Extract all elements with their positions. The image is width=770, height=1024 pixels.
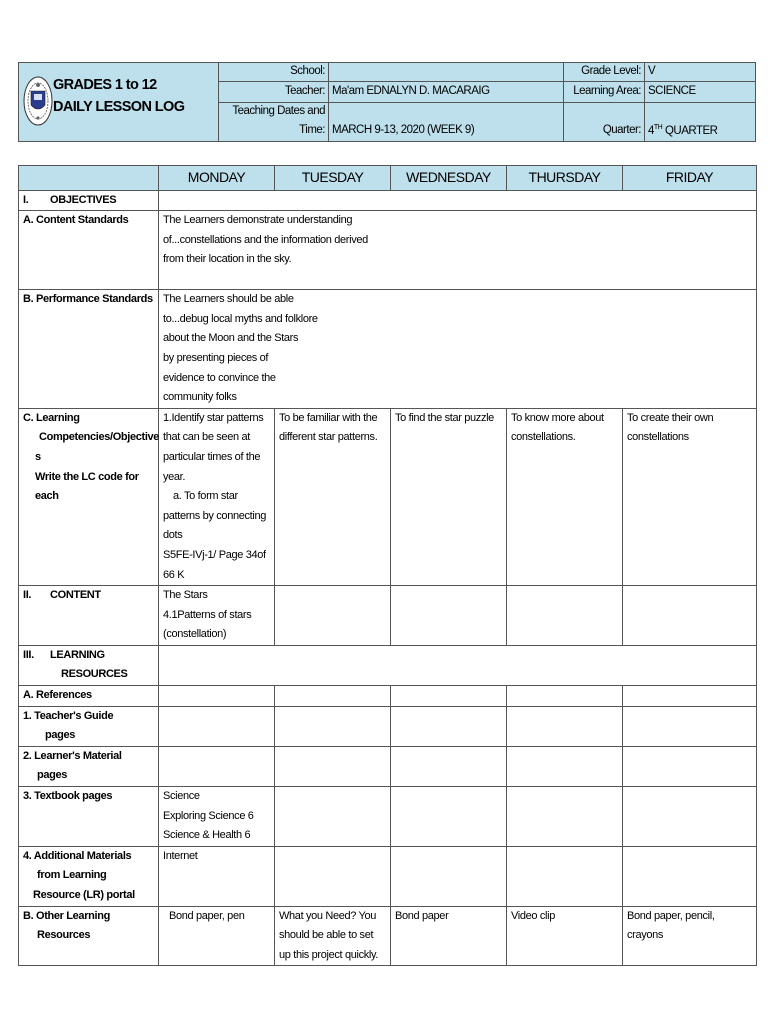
lesson-log-header <box>18 62 756 142</box>
learning-area-label: Learning Area: <box>573 85 641 97</box>
competencies-wednesday: To find the star puzzle <box>391 408 507 585</box>
competencies-thursday: To know more about constellations. <box>507 408 623 585</box>
dates-label-line2: Time: <box>299 124 325 136</box>
learning-area-value: SCIENCE <box>648 85 696 97</box>
other-resources-tuesday: What you Need? You should be able to set up this project quickly. <box>275 906 391 966</box>
table-row <box>19 645 757 685</box>
teacher-value: Ma'am EDNALYN D. MACARAIG <box>332 85 490 97</box>
other-resources-friday: Bond paper, pencil, crayons <box>623 906 757 966</box>
header-title-line1: GRADES 1 to 12 <box>53 77 157 93</box>
corner-cell <box>19 166 159 191</box>
table-row <box>19 906 757 966</box>
table-row <box>19 211 757 290</box>
table-row <box>19 190 757 211</box>
table-row <box>19 706 757 746</box>
days-header-row <box>19 166 757 191</box>
day-tuesday: TUESDAY <box>275 166 391 191</box>
content-monday: The Stars 4.1Patterns of stars (constellation) <box>159 586 275 646</box>
content-standards-label: A. Content Standards <box>19 211 159 290</box>
daily-lesson-log-table <box>18 165 757 966</box>
other-resources-monday: Bond paper, pen <box>159 906 275 966</box>
table-row <box>19 746 757 786</box>
learning-competencies-label: C. Learning Competencies/Objective s Write the LC code for each <box>19 408 159 585</box>
textbook-pages-label: 3. Textbook pages <box>19 787 159 847</box>
grade-level-label: Grade Level: <box>581 65 641 77</box>
textbook-monday: Science Exploring Science 6 Science & Health 6 <box>159 787 275 847</box>
teachers-guide-label: 1. Teacher's Guide pages <box>19 706 159 746</box>
references-label: A. References <box>19 686 159 707</box>
performance-standards-label: B. Performance Standards <box>19 290 159 409</box>
learning-resources-label: III. LEARNING RESOURCES <box>19 645 159 685</box>
table-row <box>19 787 757 847</box>
day-wednesday: WEDNESDAY <box>391 166 507 191</box>
objectives-heading: I. OBJECTIVES <box>19 190 159 211</box>
grade-level-value: V <box>648 65 656 77</box>
dates-value: MARCH 9-13, 2020 (WEEK 9) <box>332 124 475 136</box>
day-thursday: THURSDAY <box>507 166 623 191</box>
dates-label-line1: Teaching Dates and <box>232 105 325 117</box>
teacher-label: Teacher: <box>284 85 325 97</box>
header-title-line2: DAILY LESSON LOG <box>53 99 185 115</box>
content-label: II. CONTENT <box>19 586 159 646</box>
day-friday: FRIDAY <box>623 166 757 191</box>
additional-materials-label: 4. Additional Materials from Learning Resource (LR) portal <box>19 846 159 906</box>
table-row <box>19 408 757 585</box>
header-title-cell <box>18 62 219 142</box>
deped-seal-icon <box>22 73 54 129</box>
other-resources-wednesday: Bond paper <box>391 906 507 966</box>
quarter-label: Quarter: <box>602 124 641 136</box>
day-monday: MONDAY <box>159 166 275 191</box>
learners-material-label: 2. Learner's Material pages <box>19 746 159 786</box>
competencies-friday: To create their own constellations <box>623 408 757 585</box>
additional-materials-monday: Internet <box>159 846 275 906</box>
competencies-monday: 1.Identify star patterns that can be seen at particular times of the year. a. To form star patterns by connecting dots S5FE-IVj-1/ Page 34of 66 K <box>159 408 275 585</box>
table-row <box>19 290 757 409</box>
content-standards-text: The Learners demonstrate understanding of...constellations and the information derived from their location in the sky. <box>163 214 368 266</box>
other-learning-resources-label: B. Other Learning Resources <box>19 906 159 966</box>
quarter-value: 4TH QUARTER <box>648 124 718 137</box>
school-label: School: <box>290 65 325 77</box>
table-row <box>19 846 757 906</box>
performance-standards-text: The Learners should be able to...debug local myths and folklore about the Moon and the Stars by presenting pieces of evidence to convince the community folks <box>159 290 757 409</box>
competencies-tuesday: To be familiar with the different star patterns. <box>275 408 391 585</box>
table-row <box>19 586 757 646</box>
table-row <box>19 686 757 707</box>
other-resources-thursday: Video clip <box>507 906 623 966</box>
